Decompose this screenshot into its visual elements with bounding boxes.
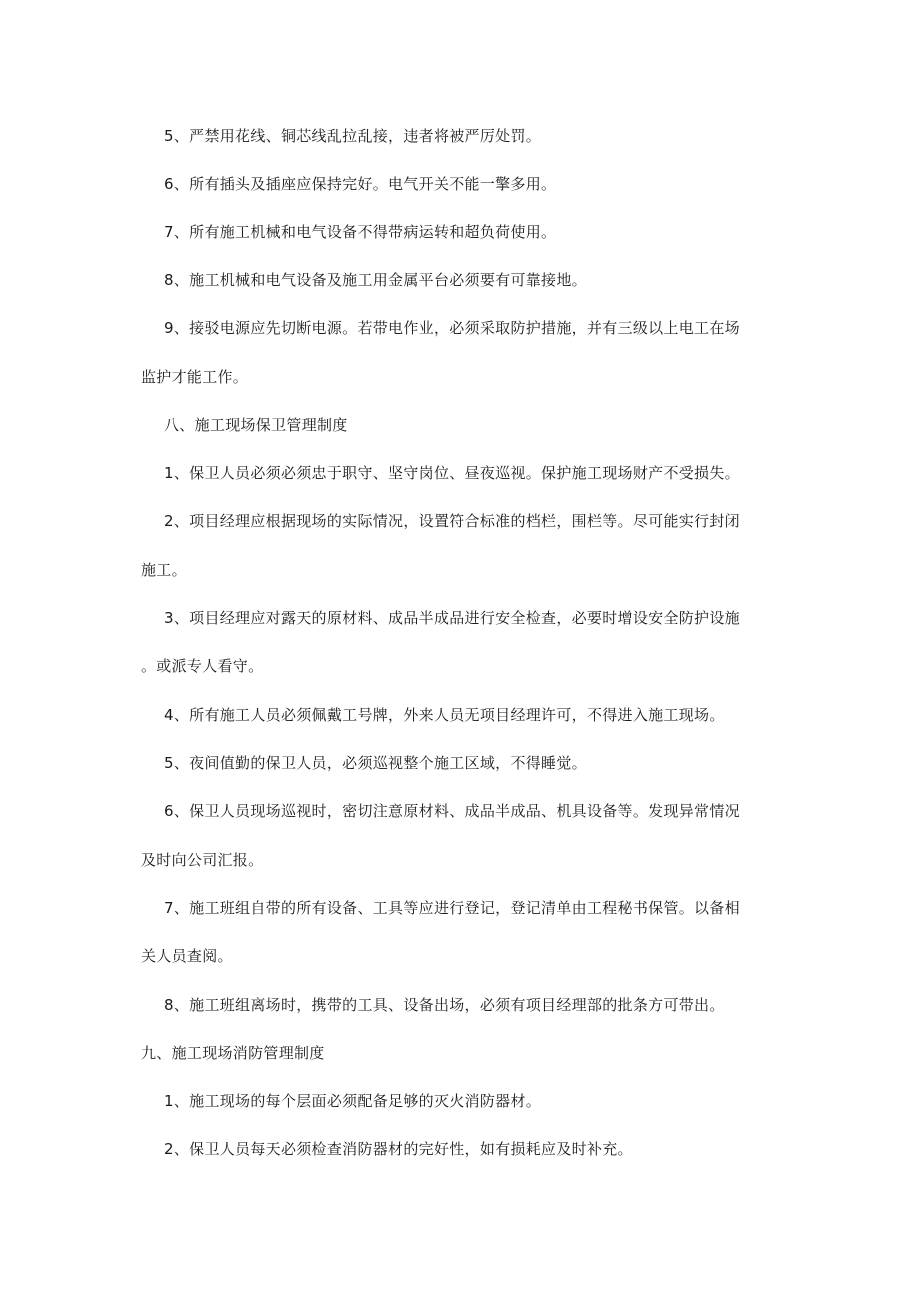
rule-5-electric: 5、严禁用花线、铜芯线乱拉乱接，违者将被严厉处罚。	[164, 127, 542, 145]
section-8-item-3-cont: 。或派专人看守。	[141, 657, 264, 675]
section-9-item-1: 1、施工现场的每个层面必须配备足够的灭火消防器材。	[164, 1092, 542, 1110]
section-9-title: 九、施工现场消防管理制度	[141, 1044, 325, 1062]
section-8-item-2: 2、项目经理应根据现场的实际情况，设置符合标准的档栏，围栏等。尽可能实行封闭	[164, 512, 740, 530]
section-8-item-7: 7、施工班组自带的所有设备、工具等应进行登记，登记清单由工程秘书保管。以备相	[164, 899, 740, 917]
section-8-item-6: 6、保卫人员现场巡视时，密切注意原材料、成品半成品、机具设备等。发现异常情况	[164, 802, 740, 820]
section-8-title: 八、施工现场保卫管理制度	[164, 416, 348, 434]
rule-6-electric: 6、所有插头及插座应保持完好。电气开关不能一擎多用。	[164, 175, 557, 193]
rule-9-electric: 9、接驳电源应先切断电源。若带电作业，必须采取防护措施，并有三级以上电工在场	[164, 319, 740, 337]
section-8-item-6-cont: 及时向公司汇报。	[141, 851, 264, 869]
section-8-item-1: 1、保卫人员必须必须忠于职守、坚守岗位、昼夜巡视。保护施工现场财产不受损失。	[164, 464, 740, 482]
rule-7-electric: 7、所有施工机械和电气设备不得带病运转和超负荷使用。	[164, 223, 557, 241]
section-8-item-8: 8、施工班组离场时，携带的工具、设备出场，必须有项目经理部的批条方可带出。	[164, 996, 725, 1014]
section-8-item-5: 5、夜间值勤的保卫人员，必须巡视整个施工区域，不得睡觉。	[164, 754, 587, 772]
section-8-item-7-cont: 关人员查阅。	[141, 947, 233, 965]
rule-9-electric-cont: 监护才能工作。	[141, 368, 249, 386]
section-8-item-3: 3、项目经理应对露天的原材料、成品半成品进行安全检查，必要时增设安全防护设施	[164, 609, 740, 627]
rule-8-electric: 8、施工机械和电气设备及施工用金属平台必须要有可靠接地。	[164, 271, 587, 289]
section-9-item-2: 2、保卫人员每天必须检查消防器材的完好性，如有损耗应及时补充。	[164, 1140, 633, 1158]
section-8-item-4: 4、所有施工人员必须佩戴工号牌，外来人员无项目经理许可，不得进入施工现场。	[164, 706, 725, 724]
section-8-item-2-cont: 施工。	[141, 561, 187, 579]
